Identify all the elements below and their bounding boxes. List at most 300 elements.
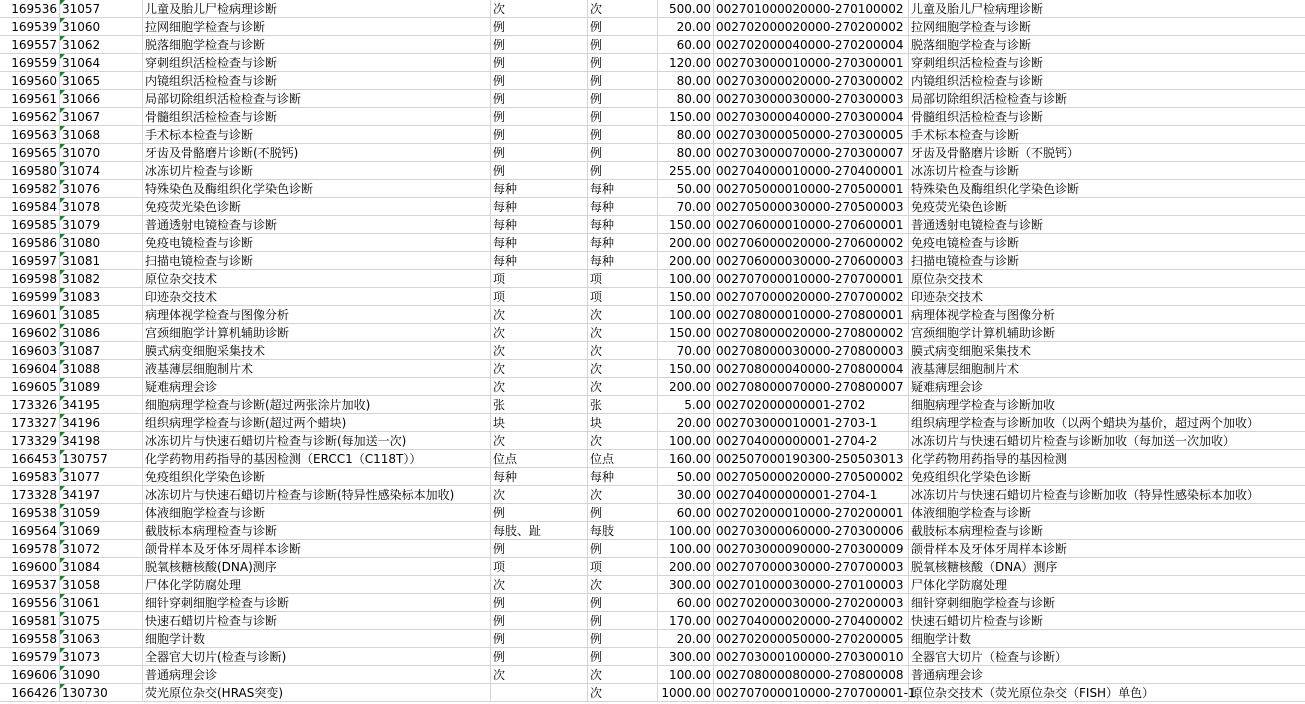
code-cell[interactable]: 31084 bbox=[60, 558, 143, 576]
id-cell[interactable]: 169537 bbox=[0, 576, 60, 594]
price-cell[interactable]: 100.00 bbox=[658, 522, 714, 540]
code-cell[interactable]: 130757 bbox=[60, 450, 143, 468]
table-row[interactable] bbox=[0, 432, 1305, 450]
description-cell[interactable]: 普通病理会诊 bbox=[909, 666, 1305, 684]
code-range-cell[interactable]: 002706000010000-270600001 bbox=[714, 216, 909, 234]
unit-cell[interactable]: 每种 bbox=[491, 252, 588, 270]
price-cell[interactable]: 1000.00 bbox=[658, 684, 714, 702]
unit-cell[interactable]: 项 bbox=[491, 288, 588, 306]
description-cell[interactable]: 免疫电镜检查与诊断 bbox=[909, 234, 1305, 252]
code-range-cell[interactable]: 002707000030000-270700003 bbox=[714, 558, 909, 576]
description-cell[interactable]: 颌骨样本及牙体牙周样本诊断 bbox=[909, 540, 1305, 558]
code-range-cell[interactable]: 002702000050000-270200005 bbox=[714, 630, 909, 648]
charge-unit-cell[interactable]: 例 bbox=[588, 108, 658, 126]
item-name-cell[interactable]: 扫描电镜检查与诊断 bbox=[143, 252, 491, 270]
code-cell[interactable]: 31064 bbox=[60, 54, 143, 72]
description-cell[interactable]: 细胞病理学检查与诊断加收 bbox=[909, 396, 1305, 414]
table-row[interactable] bbox=[0, 252, 1305, 270]
charge-unit-cell[interactable]: 例 bbox=[588, 540, 658, 558]
table-row[interactable] bbox=[0, 144, 1305, 162]
charge-unit-cell[interactable]: 次 bbox=[588, 306, 658, 324]
code-range-cell[interactable]: 002706000030000-270600003 bbox=[714, 252, 909, 270]
price-cell[interactable]: 300.00 bbox=[658, 648, 714, 666]
item-name-cell[interactable]: 膜式病变细胞采集技术 bbox=[143, 342, 491, 360]
code-range-cell[interactable]: 002703000060000-270300006 bbox=[714, 522, 909, 540]
charge-unit-cell[interactable]: 块 bbox=[588, 414, 658, 432]
unit-cell[interactable]: 例 bbox=[491, 36, 588, 54]
description-cell[interactable]: 扫描电镜检查与诊断 bbox=[909, 252, 1305, 270]
charge-unit-cell[interactable]: 次 bbox=[588, 324, 658, 342]
charge-unit-cell[interactable]: 例 bbox=[588, 630, 658, 648]
id-cell[interactable]: 173328 bbox=[0, 486, 60, 504]
code-range-cell[interactable]: 002708000040000-270800004 bbox=[714, 360, 909, 378]
price-cell[interactable]: 150.00 bbox=[658, 360, 714, 378]
code-cell[interactable]: 31076 bbox=[60, 180, 143, 198]
table-row[interactable] bbox=[0, 540, 1305, 558]
table-row[interactable] bbox=[0, 126, 1305, 144]
id-cell[interactable]: 169582 bbox=[0, 180, 60, 198]
id-cell[interactable]: 166426 bbox=[0, 684, 60, 702]
item-name-cell[interactable]: 化学药物用药指导的基因检测（ERCC1（C118T）） bbox=[143, 450, 491, 468]
price-cell[interactable]: 20.00 bbox=[658, 414, 714, 432]
price-cell[interactable]: 20.00 bbox=[658, 630, 714, 648]
price-cell[interactable]: 60.00 bbox=[658, 594, 714, 612]
id-cell[interactable]: 169563 bbox=[0, 126, 60, 144]
description-cell[interactable]: 骨髓组织活检检查与诊断 bbox=[909, 108, 1305, 126]
unit-cell[interactable]: 例 bbox=[491, 72, 588, 90]
table-row[interactable] bbox=[0, 630, 1305, 648]
description-cell[interactable]: 拉网细胞学检查与诊断 bbox=[909, 18, 1305, 36]
item-name-cell[interactable]: 脱落细胞学检查与诊断 bbox=[143, 36, 491, 54]
price-cell[interactable]: 80.00 bbox=[658, 90, 714, 108]
unit-cell[interactable]: 次 bbox=[491, 342, 588, 360]
price-cell[interactable]: 150.00 bbox=[658, 288, 714, 306]
code-range-cell[interactable]: 002701000030000-270100003 bbox=[714, 576, 909, 594]
code-cell[interactable]: 31086 bbox=[60, 324, 143, 342]
code-cell[interactable]: 34198 bbox=[60, 432, 143, 450]
id-cell[interactable]: 169605 bbox=[0, 378, 60, 396]
table-row[interactable] bbox=[0, 594, 1305, 612]
table-row[interactable] bbox=[0, 468, 1305, 486]
unit-cell[interactable]: 例 bbox=[491, 90, 588, 108]
table-row[interactable] bbox=[0, 180, 1305, 198]
id-cell[interactable]: 169601 bbox=[0, 306, 60, 324]
unit-cell[interactable]: 次 bbox=[491, 0, 588, 18]
price-cell[interactable]: 80.00 bbox=[658, 72, 714, 90]
price-cell[interactable]: 60.00 bbox=[658, 36, 714, 54]
item-name-cell[interactable]: 细胞学计数 bbox=[143, 630, 491, 648]
description-cell[interactable]: 原位杂交技术（荧光原位杂交（FISH）单色） bbox=[909, 684, 1305, 702]
price-cell[interactable]: 120.00 bbox=[658, 54, 714, 72]
unit-cell[interactable]: 例 bbox=[491, 162, 588, 180]
id-cell[interactable]: 169583 bbox=[0, 468, 60, 486]
table-row[interactable] bbox=[0, 522, 1305, 540]
unit-cell[interactable]: 例 bbox=[491, 540, 588, 558]
charge-unit-cell[interactable]: 次 bbox=[588, 378, 658, 396]
id-cell[interactable]: 169580 bbox=[0, 162, 60, 180]
item-name-cell[interactable]: 体液细胞学检查与诊断 bbox=[143, 504, 491, 522]
id-cell[interactable]: 169558 bbox=[0, 630, 60, 648]
code-range-cell[interactable]: 002706000020000-270600002 bbox=[714, 234, 909, 252]
price-cell[interactable]: 160.00 bbox=[658, 450, 714, 468]
code-range-cell[interactable]: 002707000010000-270700001 bbox=[714, 270, 909, 288]
description-cell[interactable]: 内镜组织活检检查与诊断 bbox=[909, 72, 1305, 90]
id-cell[interactable]: 173329 bbox=[0, 432, 60, 450]
code-cell[interactable]: 31067 bbox=[60, 108, 143, 126]
code-range-cell[interactable]: 002705000020000-270500002 bbox=[714, 468, 909, 486]
unit-cell[interactable] bbox=[491, 684, 588, 702]
code-cell[interactable]: 31060 bbox=[60, 18, 143, 36]
id-cell[interactable]: 169604 bbox=[0, 360, 60, 378]
unit-cell[interactable]: 每种 bbox=[491, 198, 588, 216]
price-cell[interactable]: 170.00 bbox=[658, 612, 714, 630]
code-cell[interactable]: 31089 bbox=[60, 378, 143, 396]
id-cell[interactable]: 173327 bbox=[0, 414, 60, 432]
charge-unit-cell[interactable]: 项 bbox=[588, 558, 658, 576]
table-row[interactable] bbox=[0, 162, 1305, 180]
id-cell[interactable]: 169561 bbox=[0, 90, 60, 108]
code-cell[interactable]: 31062 bbox=[60, 36, 143, 54]
charge-unit-cell[interactable]: 每种 bbox=[588, 234, 658, 252]
code-cell[interactable]: 31088 bbox=[60, 360, 143, 378]
description-cell[interactable]: 病理体视学检查与图像分析 bbox=[909, 306, 1305, 324]
description-cell[interactable]: 疑难病理会诊 bbox=[909, 378, 1305, 396]
item-name-cell[interactable]: 特殊染色及酶组织化学染色诊断 bbox=[143, 180, 491, 198]
description-cell[interactable]: 宫颈细胞学计算机辅助诊断 bbox=[909, 324, 1305, 342]
id-cell[interactable]: 169600 bbox=[0, 558, 60, 576]
price-cell[interactable]: 100.00 bbox=[658, 540, 714, 558]
id-cell[interactable]: 169557 bbox=[0, 36, 60, 54]
charge-unit-cell[interactable]: 项 bbox=[588, 288, 658, 306]
charge-unit-cell[interactable]: 次 bbox=[588, 360, 658, 378]
item-name-cell[interactable]: 普通透射电镜检查与诊断 bbox=[143, 216, 491, 234]
item-name-cell[interactable]: 快速石蜡切片检查与诊断 bbox=[143, 612, 491, 630]
price-cell[interactable]: 50.00 bbox=[658, 468, 714, 486]
code-range-cell[interactable]: 002708000070000-270800007 bbox=[714, 378, 909, 396]
description-cell[interactable]: 截肢标本病理检查与诊断 bbox=[909, 522, 1305, 540]
unit-cell[interactable]: 例 bbox=[491, 126, 588, 144]
table-row[interactable] bbox=[0, 198, 1305, 216]
code-cell[interactable]: 31085 bbox=[60, 306, 143, 324]
item-name-cell[interactable]: 拉网细胞学检查与诊断 bbox=[143, 18, 491, 36]
unit-cell[interactable]: 次 bbox=[491, 432, 588, 450]
charge-unit-cell[interactable]: 每种 bbox=[588, 216, 658, 234]
charge-unit-cell[interactable]: 例 bbox=[588, 648, 658, 666]
table-row[interactable] bbox=[0, 108, 1305, 126]
charge-unit-cell[interactable]: 张 bbox=[588, 396, 658, 414]
code-range-cell[interactable]: 002701000020000-270100002 bbox=[714, 0, 909, 18]
code-range-cell[interactable]: 002703000040000-270300004 bbox=[714, 108, 909, 126]
code-range-cell[interactable]: 002703000010000-270300001 bbox=[714, 54, 909, 72]
charge-unit-cell[interactable]: 每种 bbox=[588, 468, 658, 486]
charge-unit-cell[interactable]: 每种 bbox=[588, 252, 658, 270]
charge-unit-cell[interactable]: 次 bbox=[588, 576, 658, 594]
description-cell[interactable]: 脱氧核糖核酸（DNA）测序 bbox=[909, 558, 1305, 576]
unit-cell[interactable]: 次 bbox=[491, 306, 588, 324]
code-cell[interactable]: 31069 bbox=[60, 522, 143, 540]
unit-cell[interactable]: 每种 bbox=[491, 216, 588, 234]
code-cell[interactable]: 31061 bbox=[60, 594, 143, 612]
unit-cell[interactable]: 每种 bbox=[491, 468, 588, 486]
description-cell[interactable]: 化学药物用药指导的基因检测 bbox=[909, 450, 1305, 468]
code-cell[interactable]: 31072 bbox=[60, 540, 143, 558]
unit-cell[interactable]: 次 bbox=[491, 486, 588, 504]
unit-cell[interactable]: 块 bbox=[491, 414, 588, 432]
table-row[interactable] bbox=[0, 450, 1305, 468]
id-cell[interactable]: 169562 bbox=[0, 108, 60, 126]
unit-cell[interactable]: 每种 bbox=[491, 234, 588, 252]
charge-unit-cell[interactable]: 次 bbox=[588, 666, 658, 684]
charge-unit-cell[interactable]: 次 bbox=[588, 486, 658, 504]
charge-unit-cell[interactable]: 例 bbox=[588, 54, 658, 72]
item-name-cell[interactable]: 脱氧核糖核酸(DNA)测序 bbox=[143, 558, 491, 576]
item-name-cell[interactable]: 冰冻切片检查与诊断 bbox=[143, 162, 491, 180]
table-row[interactable] bbox=[0, 270, 1305, 288]
charge-unit-cell[interactable]: 位点 bbox=[588, 450, 658, 468]
table-row[interactable] bbox=[0, 378, 1305, 396]
table-row[interactable] bbox=[0, 684, 1305, 702]
table-row[interactable] bbox=[0, 486, 1305, 504]
price-cell[interactable]: 60.00 bbox=[658, 504, 714, 522]
price-cell[interactable]: 200.00 bbox=[658, 234, 714, 252]
id-cell[interactable]: 169598 bbox=[0, 270, 60, 288]
table-row[interactable] bbox=[0, 396, 1305, 414]
description-cell[interactable]: 体液细胞学检查与诊断 bbox=[909, 504, 1305, 522]
charge-unit-cell[interactable]: 例 bbox=[588, 504, 658, 522]
code-cell[interactable]: 31074 bbox=[60, 162, 143, 180]
price-cell[interactable]: 5.00 bbox=[658, 396, 714, 414]
code-cell[interactable]: 31068 bbox=[60, 126, 143, 144]
price-cell[interactable]: 150.00 bbox=[658, 108, 714, 126]
charge-unit-cell[interactable]: 例 bbox=[588, 36, 658, 54]
charge-unit-cell[interactable]: 次 bbox=[588, 432, 658, 450]
code-cell[interactable]: 31083 bbox=[60, 288, 143, 306]
item-name-cell[interactable]: 免疫荧光染色诊断 bbox=[143, 198, 491, 216]
description-cell[interactable]: 印迹杂交技术 bbox=[909, 288, 1305, 306]
id-cell[interactable]: 169565 bbox=[0, 144, 60, 162]
table-row[interactable] bbox=[0, 324, 1305, 342]
code-range-cell[interactable]: 002702000000001-2702 bbox=[714, 396, 909, 414]
table-row[interactable] bbox=[0, 360, 1305, 378]
code-cell[interactable]: 34197 bbox=[60, 486, 143, 504]
charge-unit-cell[interactable]: 例 bbox=[588, 72, 658, 90]
table-row[interactable] bbox=[0, 558, 1305, 576]
price-cell[interactable]: 100.00 bbox=[658, 270, 714, 288]
price-cell[interactable]: 300.00 bbox=[658, 576, 714, 594]
description-cell[interactable]: 穿刺组织活检检查与诊断 bbox=[909, 54, 1305, 72]
code-range-cell[interactable]: 002702000010000-270200001 bbox=[714, 504, 909, 522]
unit-cell[interactable]: 例 bbox=[491, 612, 588, 630]
code-range-cell[interactable]: 002507000190300-250503013 bbox=[714, 450, 909, 468]
price-cell[interactable]: 20.00 bbox=[658, 18, 714, 36]
item-name-cell[interactable]: 细胞病理学检查与诊断(超过两张涂片加收) bbox=[143, 396, 491, 414]
item-name-cell[interactable]: 病理体视学检查与图像分析 bbox=[143, 306, 491, 324]
code-cell[interactable]: 31075 bbox=[60, 612, 143, 630]
charge-unit-cell[interactable]: 例 bbox=[588, 162, 658, 180]
item-name-cell[interactable]: 冰冻切片与快速石蜡切片检查与诊断(特异性感染标本加收) bbox=[143, 486, 491, 504]
table-row[interactable] bbox=[0, 414, 1305, 432]
table-row[interactable] bbox=[0, 72, 1305, 90]
description-cell[interactable]: 组织病理学检查与诊断加收（以两个蜡块为基价，超过两个加收） bbox=[909, 414, 1305, 432]
item-name-cell[interactable]: 免疫电镜检查与诊断 bbox=[143, 234, 491, 252]
id-cell[interactable]: 169602 bbox=[0, 324, 60, 342]
code-range-cell[interactable]: 002704000000001-2704-2 bbox=[714, 432, 909, 450]
code-cell[interactable]: 31082 bbox=[60, 270, 143, 288]
code-range-cell[interactable]: 002703000050000-270300005 bbox=[714, 126, 909, 144]
item-name-cell[interactable]: 宫颈细胞学计算机辅助诊断 bbox=[143, 324, 491, 342]
description-cell[interactable]: 尸体化学防腐处理 bbox=[909, 576, 1305, 594]
id-cell[interactable]: 169578 bbox=[0, 540, 60, 558]
item-name-cell[interactable]: 儿童及胎儿尸检病理诊断 bbox=[143, 0, 491, 18]
charge-unit-cell[interactable]: 例 bbox=[588, 126, 658, 144]
item-name-cell[interactable]: 穿刺组织活检检查与诊断 bbox=[143, 54, 491, 72]
unit-cell[interactable]: 例 bbox=[491, 504, 588, 522]
price-cell[interactable]: 100.00 bbox=[658, 432, 714, 450]
code-cell[interactable]: 31066 bbox=[60, 90, 143, 108]
price-cell[interactable]: 500.00 bbox=[658, 0, 714, 18]
code-cell[interactable]: 31081 bbox=[60, 252, 143, 270]
description-cell[interactable]: 免疫组织化学染色诊断 bbox=[909, 468, 1305, 486]
description-cell[interactable]: 细胞学计数 bbox=[909, 630, 1305, 648]
code-cell[interactable]: 31087 bbox=[60, 342, 143, 360]
item-name-cell[interactable]: 牙齿及骨骼磨片诊断(不脱钙) bbox=[143, 144, 491, 162]
id-cell[interactable]: 169603 bbox=[0, 342, 60, 360]
table-row[interactable] bbox=[0, 306, 1305, 324]
code-range-cell[interactable]: 002703000020000-270300002 bbox=[714, 72, 909, 90]
price-cell[interactable]: 70.00 bbox=[658, 198, 714, 216]
item-name-cell[interactable]: 全器官大切片(检查与诊断) bbox=[143, 648, 491, 666]
table-row[interactable] bbox=[0, 342, 1305, 360]
unit-cell[interactable]: 例 bbox=[491, 144, 588, 162]
charge-unit-cell[interactable]: 次 bbox=[588, 342, 658, 360]
code-cell[interactable]: 31058 bbox=[60, 576, 143, 594]
price-cell[interactable]: 100.00 bbox=[658, 306, 714, 324]
price-cell[interactable]: 200.00 bbox=[658, 252, 714, 270]
table-row[interactable] bbox=[0, 288, 1305, 306]
description-cell[interactable]: 局部切除组织活检检查与诊断 bbox=[909, 90, 1305, 108]
description-cell[interactable]: 脱落细胞学检查与诊断 bbox=[909, 36, 1305, 54]
charge-unit-cell[interactable]: 每种 bbox=[588, 198, 658, 216]
id-cell[interactable]: 169560 bbox=[0, 72, 60, 90]
code-range-cell[interactable]: 002704000010000-270400001 bbox=[714, 162, 909, 180]
description-cell[interactable]: 牙齿及骨骼磨片诊断（不脱钙） bbox=[909, 144, 1305, 162]
code-cell[interactable]: 31073 bbox=[60, 648, 143, 666]
charge-unit-cell[interactable]: 例 bbox=[588, 612, 658, 630]
description-cell[interactable]: 免疫荧光染色诊断 bbox=[909, 198, 1305, 216]
table-row[interactable] bbox=[0, 666, 1305, 684]
item-name-cell[interactable]: 印迹杂交技术 bbox=[143, 288, 491, 306]
code-range-cell[interactable]: 002702000030000-270200003 bbox=[714, 594, 909, 612]
charge-unit-cell[interactable]: 次 bbox=[588, 684, 658, 702]
table-row[interactable] bbox=[0, 54, 1305, 72]
price-cell[interactable]: 200.00 bbox=[658, 558, 714, 576]
price-cell[interactable]: 255.00 bbox=[658, 162, 714, 180]
table-row[interactable] bbox=[0, 504, 1305, 522]
code-range-cell[interactable]: 002703000100000-270300010 bbox=[714, 648, 909, 666]
code-cell[interactable]: 31059 bbox=[60, 504, 143, 522]
item-name-cell[interactable]: 截肢标本病理检查与诊断 bbox=[143, 522, 491, 540]
code-cell[interactable]: 31078 bbox=[60, 198, 143, 216]
id-cell[interactable]: 169556 bbox=[0, 594, 60, 612]
id-cell[interactable]: 169581 bbox=[0, 612, 60, 630]
code-range-cell[interactable]: 002703000030000-270300003 bbox=[714, 90, 909, 108]
price-cell[interactable]: 150.00 bbox=[658, 324, 714, 342]
id-cell[interactable]: 169539 bbox=[0, 18, 60, 36]
code-cell[interactable]: 31063 bbox=[60, 630, 143, 648]
price-cell[interactable]: 50.00 bbox=[658, 180, 714, 198]
table-row[interactable] bbox=[0, 216, 1305, 234]
price-cell[interactable]: 30.00 bbox=[658, 486, 714, 504]
code-range-cell[interactable]: 002708000010000-270800001 bbox=[714, 306, 909, 324]
item-name-cell[interactable]: 细针穿刺细胞学检查与诊断 bbox=[143, 594, 491, 612]
code-range-cell[interactable]: 002708000030000-270800003 bbox=[714, 342, 909, 360]
code-range-cell[interactable]: 002704000020000-270400002 bbox=[714, 612, 909, 630]
price-cell[interactable]: 70.00 bbox=[658, 342, 714, 360]
price-cell[interactable]: 200.00 bbox=[658, 378, 714, 396]
code-range-cell[interactable]: 002708000080000-270800008 bbox=[714, 666, 909, 684]
id-cell[interactable]: 169536 bbox=[0, 0, 60, 18]
description-cell[interactable]: 冰冻切片与快速石蜡切片检查与诊断加收（特异性感染标本加收） bbox=[909, 486, 1305, 504]
charge-unit-cell[interactable]: 例 bbox=[588, 594, 658, 612]
charge-unit-cell[interactable]: 例 bbox=[588, 90, 658, 108]
table-row[interactable] bbox=[0, 36, 1305, 54]
id-cell[interactable]: 169606 bbox=[0, 666, 60, 684]
item-name-cell[interactable]: 骨髓组织活检检查与诊断 bbox=[143, 108, 491, 126]
code-range-cell[interactable]: 002705000010000-270500001 bbox=[714, 180, 909, 198]
unit-cell[interactable]: 项 bbox=[491, 270, 588, 288]
item-name-cell[interactable]: 液基薄层细胞制片术 bbox=[143, 360, 491, 378]
charge-unit-cell[interactable]: 例 bbox=[588, 18, 658, 36]
unit-cell[interactable]: 次 bbox=[491, 360, 588, 378]
code-cell[interactable]: 31090 bbox=[60, 666, 143, 684]
unit-cell[interactable]: 例 bbox=[491, 108, 588, 126]
id-cell[interactable]: 173326 bbox=[0, 396, 60, 414]
price-cell[interactable]: 100.00 bbox=[658, 666, 714, 684]
unit-cell[interactable]: 次 bbox=[491, 666, 588, 684]
table-row[interactable] bbox=[0, 576, 1305, 594]
charge-unit-cell[interactable]: 项 bbox=[588, 270, 658, 288]
code-cell[interactable]: 34195 bbox=[60, 396, 143, 414]
code-cell[interactable]: 31057 bbox=[60, 0, 143, 18]
charge-unit-cell[interactable]: 每种 bbox=[588, 180, 658, 198]
unit-cell[interactable]: 次 bbox=[491, 378, 588, 396]
unit-cell[interactable]: 张 bbox=[491, 396, 588, 414]
unit-cell[interactable]: 例 bbox=[491, 648, 588, 666]
description-cell[interactable]: 手术标本检查与诊断 bbox=[909, 126, 1305, 144]
unit-cell[interactable]: 次 bbox=[491, 324, 588, 342]
description-cell[interactable]: 冰冻切片检查与诊断 bbox=[909, 162, 1305, 180]
description-cell[interactable]: 儿童及胎儿尸检病理诊断 bbox=[909, 0, 1305, 18]
code-range-cell[interactable]: 002704000000001-2704-1 bbox=[714, 486, 909, 504]
id-cell[interactable]: 166453 bbox=[0, 450, 60, 468]
code-range-cell[interactable]: 002703000010001-2703-1 bbox=[714, 414, 909, 432]
table-row[interactable] bbox=[0, 612, 1305, 630]
code-cell[interactable]: 34196 bbox=[60, 414, 143, 432]
description-cell[interactable]: 液基薄层细胞制片术 bbox=[909, 360, 1305, 378]
item-name-cell[interactable]: 尸体化学防腐处理 bbox=[143, 576, 491, 594]
unit-cell[interactable]: 位点 bbox=[491, 450, 588, 468]
item-name-cell[interactable]: 原位杂交技术 bbox=[143, 270, 491, 288]
id-cell[interactable]: 169584 bbox=[0, 198, 60, 216]
price-cell[interactable]: 150.00 bbox=[658, 216, 714, 234]
id-cell[interactable]: 169579 bbox=[0, 648, 60, 666]
description-cell[interactable]: 快速石蜡切片检查与诊断 bbox=[909, 612, 1305, 630]
code-cell[interactable]: 31077 bbox=[60, 468, 143, 486]
description-cell[interactable]: 特殊染色及酶组织化学染色诊断 bbox=[909, 180, 1305, 198]
code-range-cell[interactable]: 002708000020000-270800002 bbox=[714, 324, 909, 342]
unit-cell[interactable]: 例 bbox=[491, 594, 588, 612]
unit-cell[interactable]: 次 bbox=[491, 576, 588, 594]
